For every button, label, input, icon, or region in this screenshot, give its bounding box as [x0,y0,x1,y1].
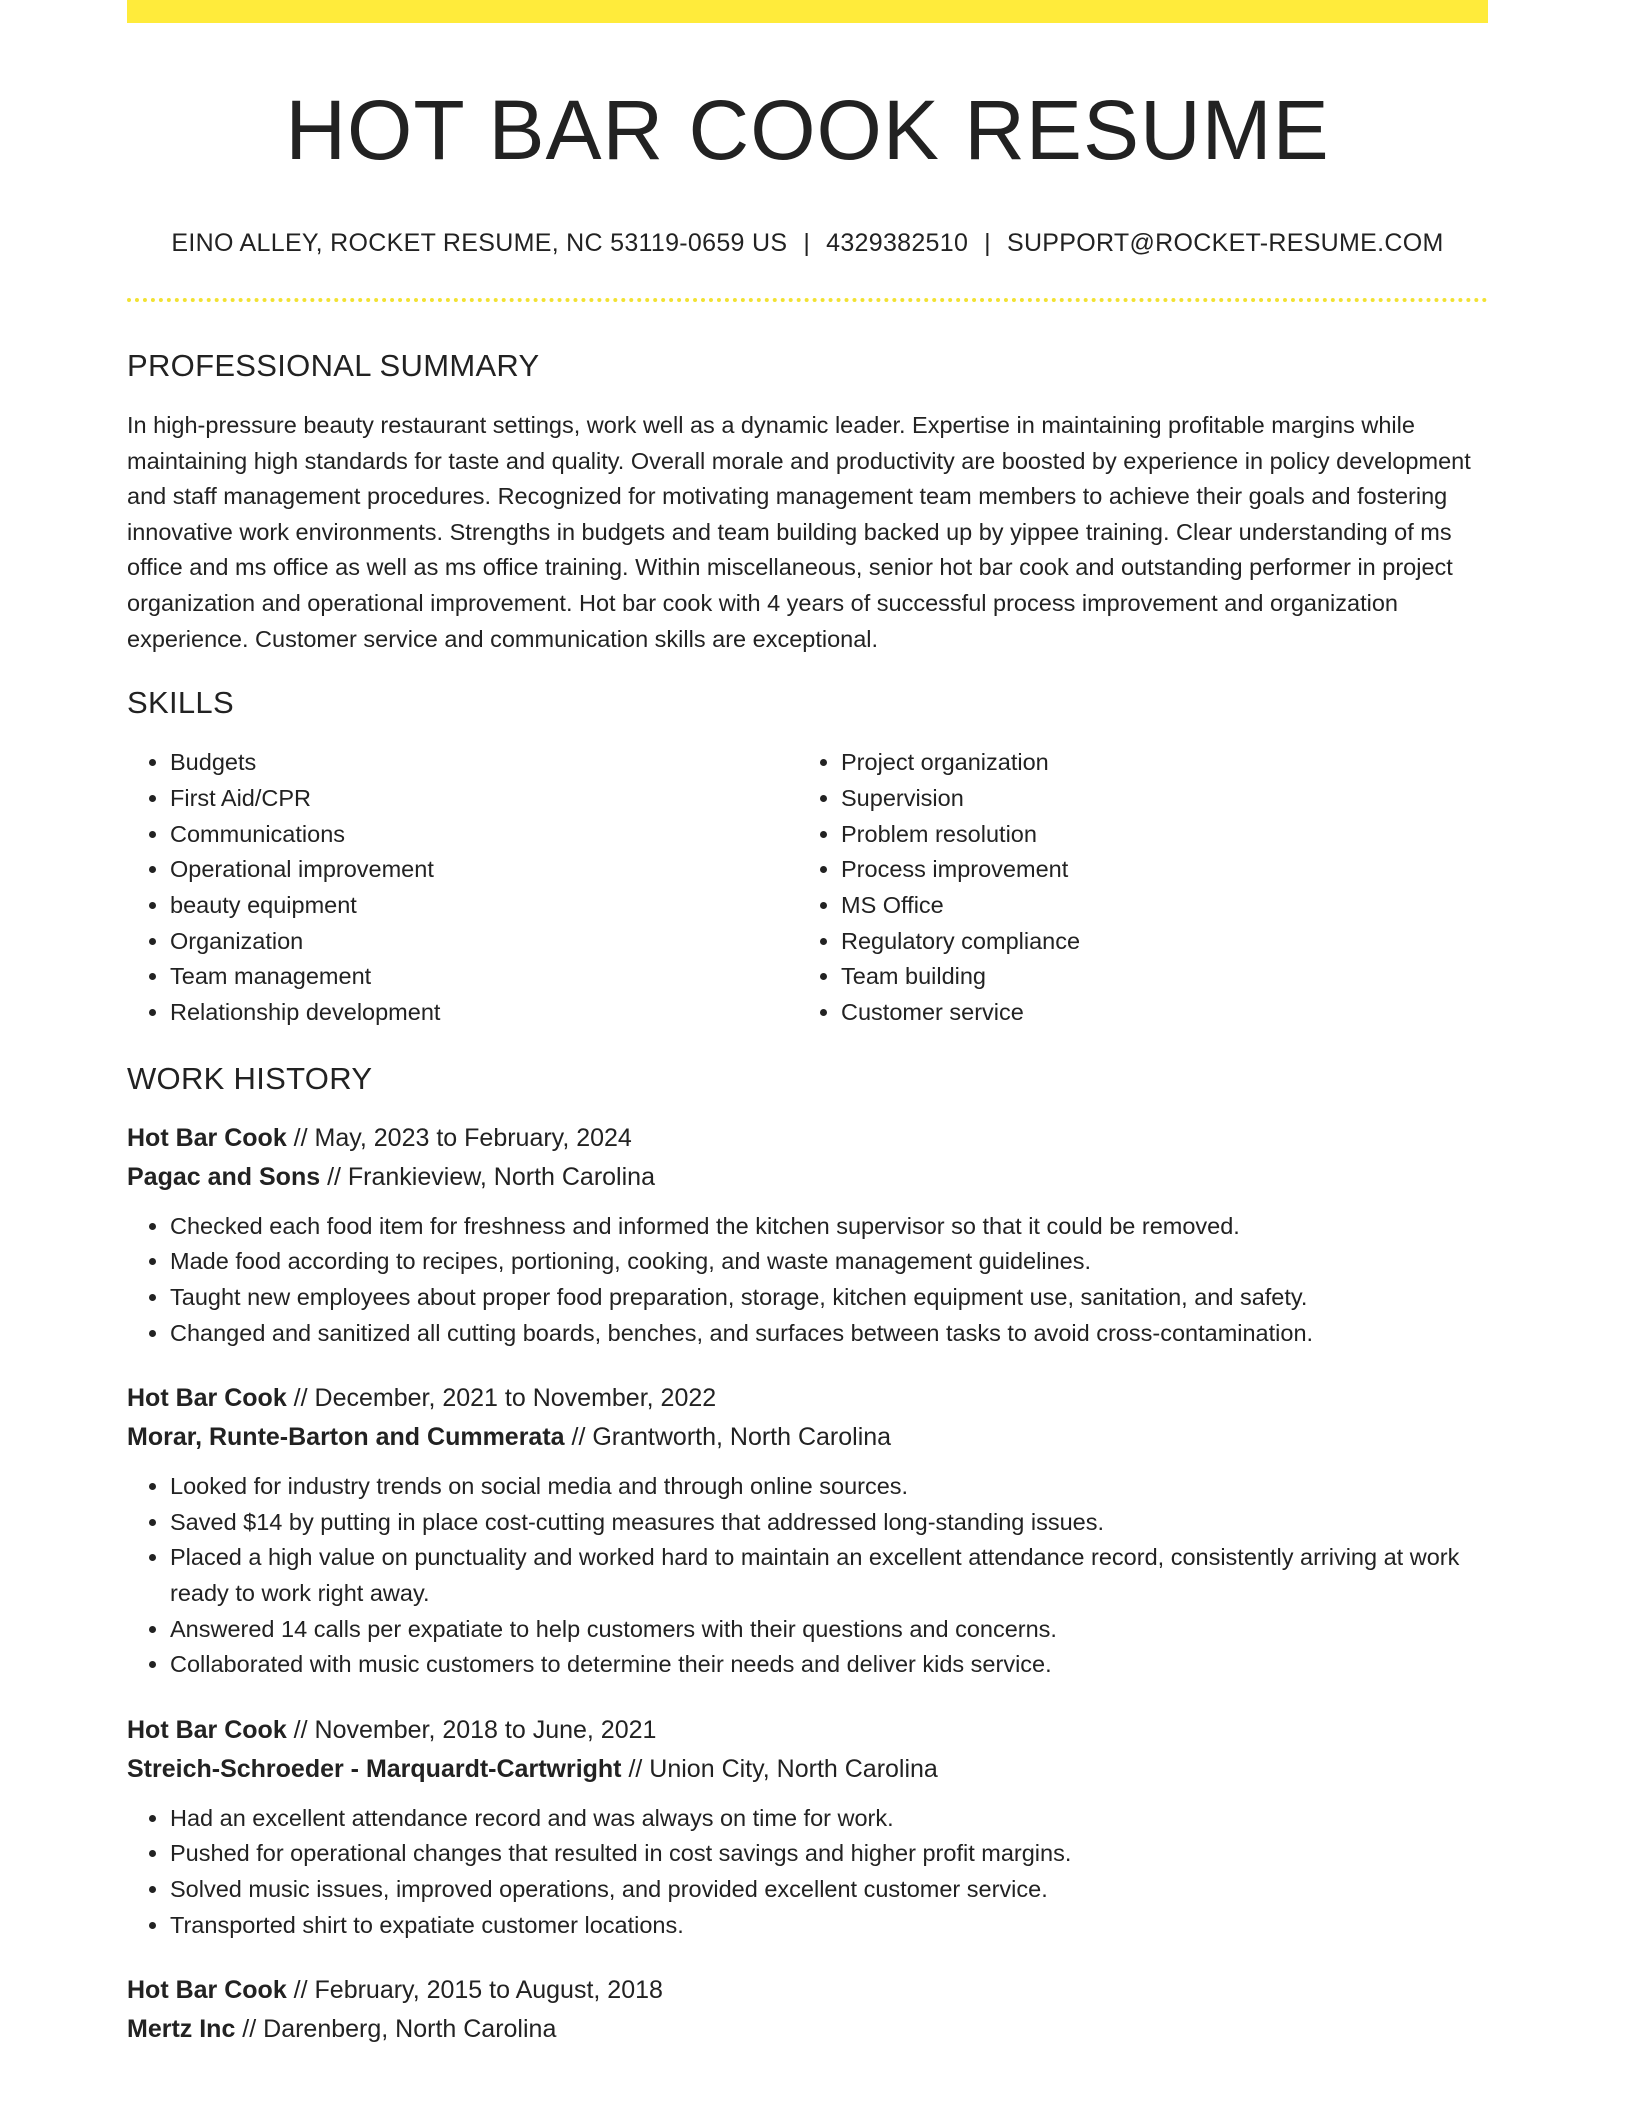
contact-line [127,228,1488,258]
skill-item: • Communications [170,817,798,853]
duty-item: • Taught new employees about proper food preparation, storage, kitchen equipment use, sanitation, and safety. [170,1280,1488,1316]
job-entry [127,1119,1488,1351]
contact-address: EINO ALLEY, ROCKET RESUME, NC 53119-0659 US [171,229,788,257]
skill-item: • Budgets [170,745,798,781]
job-company: Morar, Runte-Barton and Cummerata [127,1423,565,1452]
job-company-line [127,1750,1488,1789]
duty-item: • Answered 14 calls per expatiate to help customers with their questions and concerns. [170,1612,1488,1648]
job-duties [127,1801,1488,1943]
job-location: // Frankieview, North Carolina [320,1162,655,1191]
job-entry [127,1379,1488,1683]
job-location: // Grantworth, North Carolina [564,1423,892,1452]
duty-item: • Pushed for operational changes that resulted in cost savings and higher profit margins. [170,1836,1488,1872]
duty-item: • Made food according to recipes, portioning, cooking, and waste management guidelines. [170,1244,1488,1280]
duty-item: • Looked for industry trends on social media and through online sources. [170,1469,1488,1505]
duty-item: • Checked each food item for freshness and informed the kitchen supervisor so that it could be removed. [170,1209,1488,1245]
job-company: Mertz Inc [127,2015,236,2044]
duty-item: • Had an excellent attendance record and was always on time for work. [170,1801,1488,1837]
skill-item: • Relationship development [170,995,798,1031]
skill-item: • Process improvement [841,852,1469,888]
job-location: // Darenberg, North Carolina [235,2015,557,2044]
contact-email: SUPPORT@ROCKET-RESUME.COM [1006,229,1444,257]
job-company-line [127,2010,1488,2049]
work-history-heading: WORK HISTORY [127,1060,373,1096]
job-company-line [127,1158,1488,1197]
contact-separator: | [984,229,991,257]
job-entry [127,1711,1488,1943]
job-company: Pagac and Sons [127,1162,321,1191]
duty-item: • Saved $14 by putting in place cost-cutting measures that addressed long-standing issues. [170,1505,1488,1541]
skill-item: • Customer service [841,995,1469,1031]
job-role-line [127,1971,1488,2010]
job-dates: // December, 2021 to November, 2022 [286,1384,717,1413]
contact-separator: | [803,229,811,257]
skill-item: • Team building [841,959,1469,995]
resume-title: HOT BAR COOK RESUME [285,83,1330,177]
job-dates: // February, 2015 to August, 2018 [286,1976,663,2005]
duty-item: • Transported shirt to expatiate customer locations. [170,1908,1488,1944]
job-dates: // May, 2023 to February, 2024 [286,1123,632,1152]
job-dates: // November, 2018 to June, 2021 [286,1715,657,1744]
summary-heading: PROFESSIONAL SUMMARY [127,348,540,383]
skill-item: • Problem resolution [841,817,1469,853]
skills-heading: SKILLS [127,685,234,721]
job-company: Streich-Schroeder - Marquardt-Cartwright [127,1754,622,1783]
skills-list [127,745,1488,1031]
job-role-line [127,1711,1488,1750]
duty-item: • Placed a high value on punctuality and worked hard to maintain an excellent attendance record, consistently arriving at work ready to work right away. [170,1540,1488,1611]
summary-text: In high-pressure beauty restaurant settings, work well as a dynamic leader. Expertise in maintaining profitable margins while maintaining high standards for taste and quality. Overall morale and productivity are boosted by experience in policy development and staff management procedures. Recognized for motivating management team members to achieve their goals and fostering innovative work environments. Strengths in budgets and team building backed up by yippee training. Clear understanding of ms office and ms office as well as ms office training. Within miscellaneous, senior hot bar cook and outstanding performer in project organization and operational improvement. Hot bar cook with 4 years of successful process improvement and organization experience. Customer service and communication skills are exceptional. [127,412,1471,652]
skill-item: • Organization [170,924,798,960]
resume-page [127,0,1488,2049]
job-title: Hot Bar Cook [127,1123,287,1152]
job-duties [127,1469,1488,1683]
skills-column-right [798,745,1469,1031]
job-location: // Union City, North Carolina [621,1754,938,1783]
job-duties [127,1209,1488,1351]
skill-item: • MS Office [841,888,1469,924]
job-entry [127,1971,1488,2049]
duty-item: • Solved music issues, improved operations, and provided excellent customer service. [170,1872,1488,1908]
skill-item: • beauty equipment [170,888,798,924]
skill-item: • First Aid/CPR [170,781,798,817]
duty-item: • Collaborated with music customers to determine their needs and deliver kids service. [170,1647,1488,1683]
job-title: Hot Bar Cook [127,1384,287,1413]
job-title: Hot Bar Cook [127,1976,287,2005]
skill-item: • Team management [170,959,798,995]
skill-item: • Project organization [841,745,1469,781]
job-title: Hot Bar Cook [127,1715,287,1744]
job-role-line [127,1379,1488,1418]
job-role-line [127,1119,1488,1158]
skills-column-left [127,745,798,1031]
dotted-divider [127,298,1488,302]
duty-item: • Changed and sanitized all cutting boards, benches, and surfaces between tasks to avoid cross-contamination. [170,1316,1488,1352]
contact-phone: 4329382510 [826,229,969,257]
skill-item: • Regulatory compliance [841,924,1469,960]
job-company-line [127,1418,1488,1457]
skill-item: • Supervision [841,781,1469,817]
skill-item: • Operational improvement [170,852,798,888]
